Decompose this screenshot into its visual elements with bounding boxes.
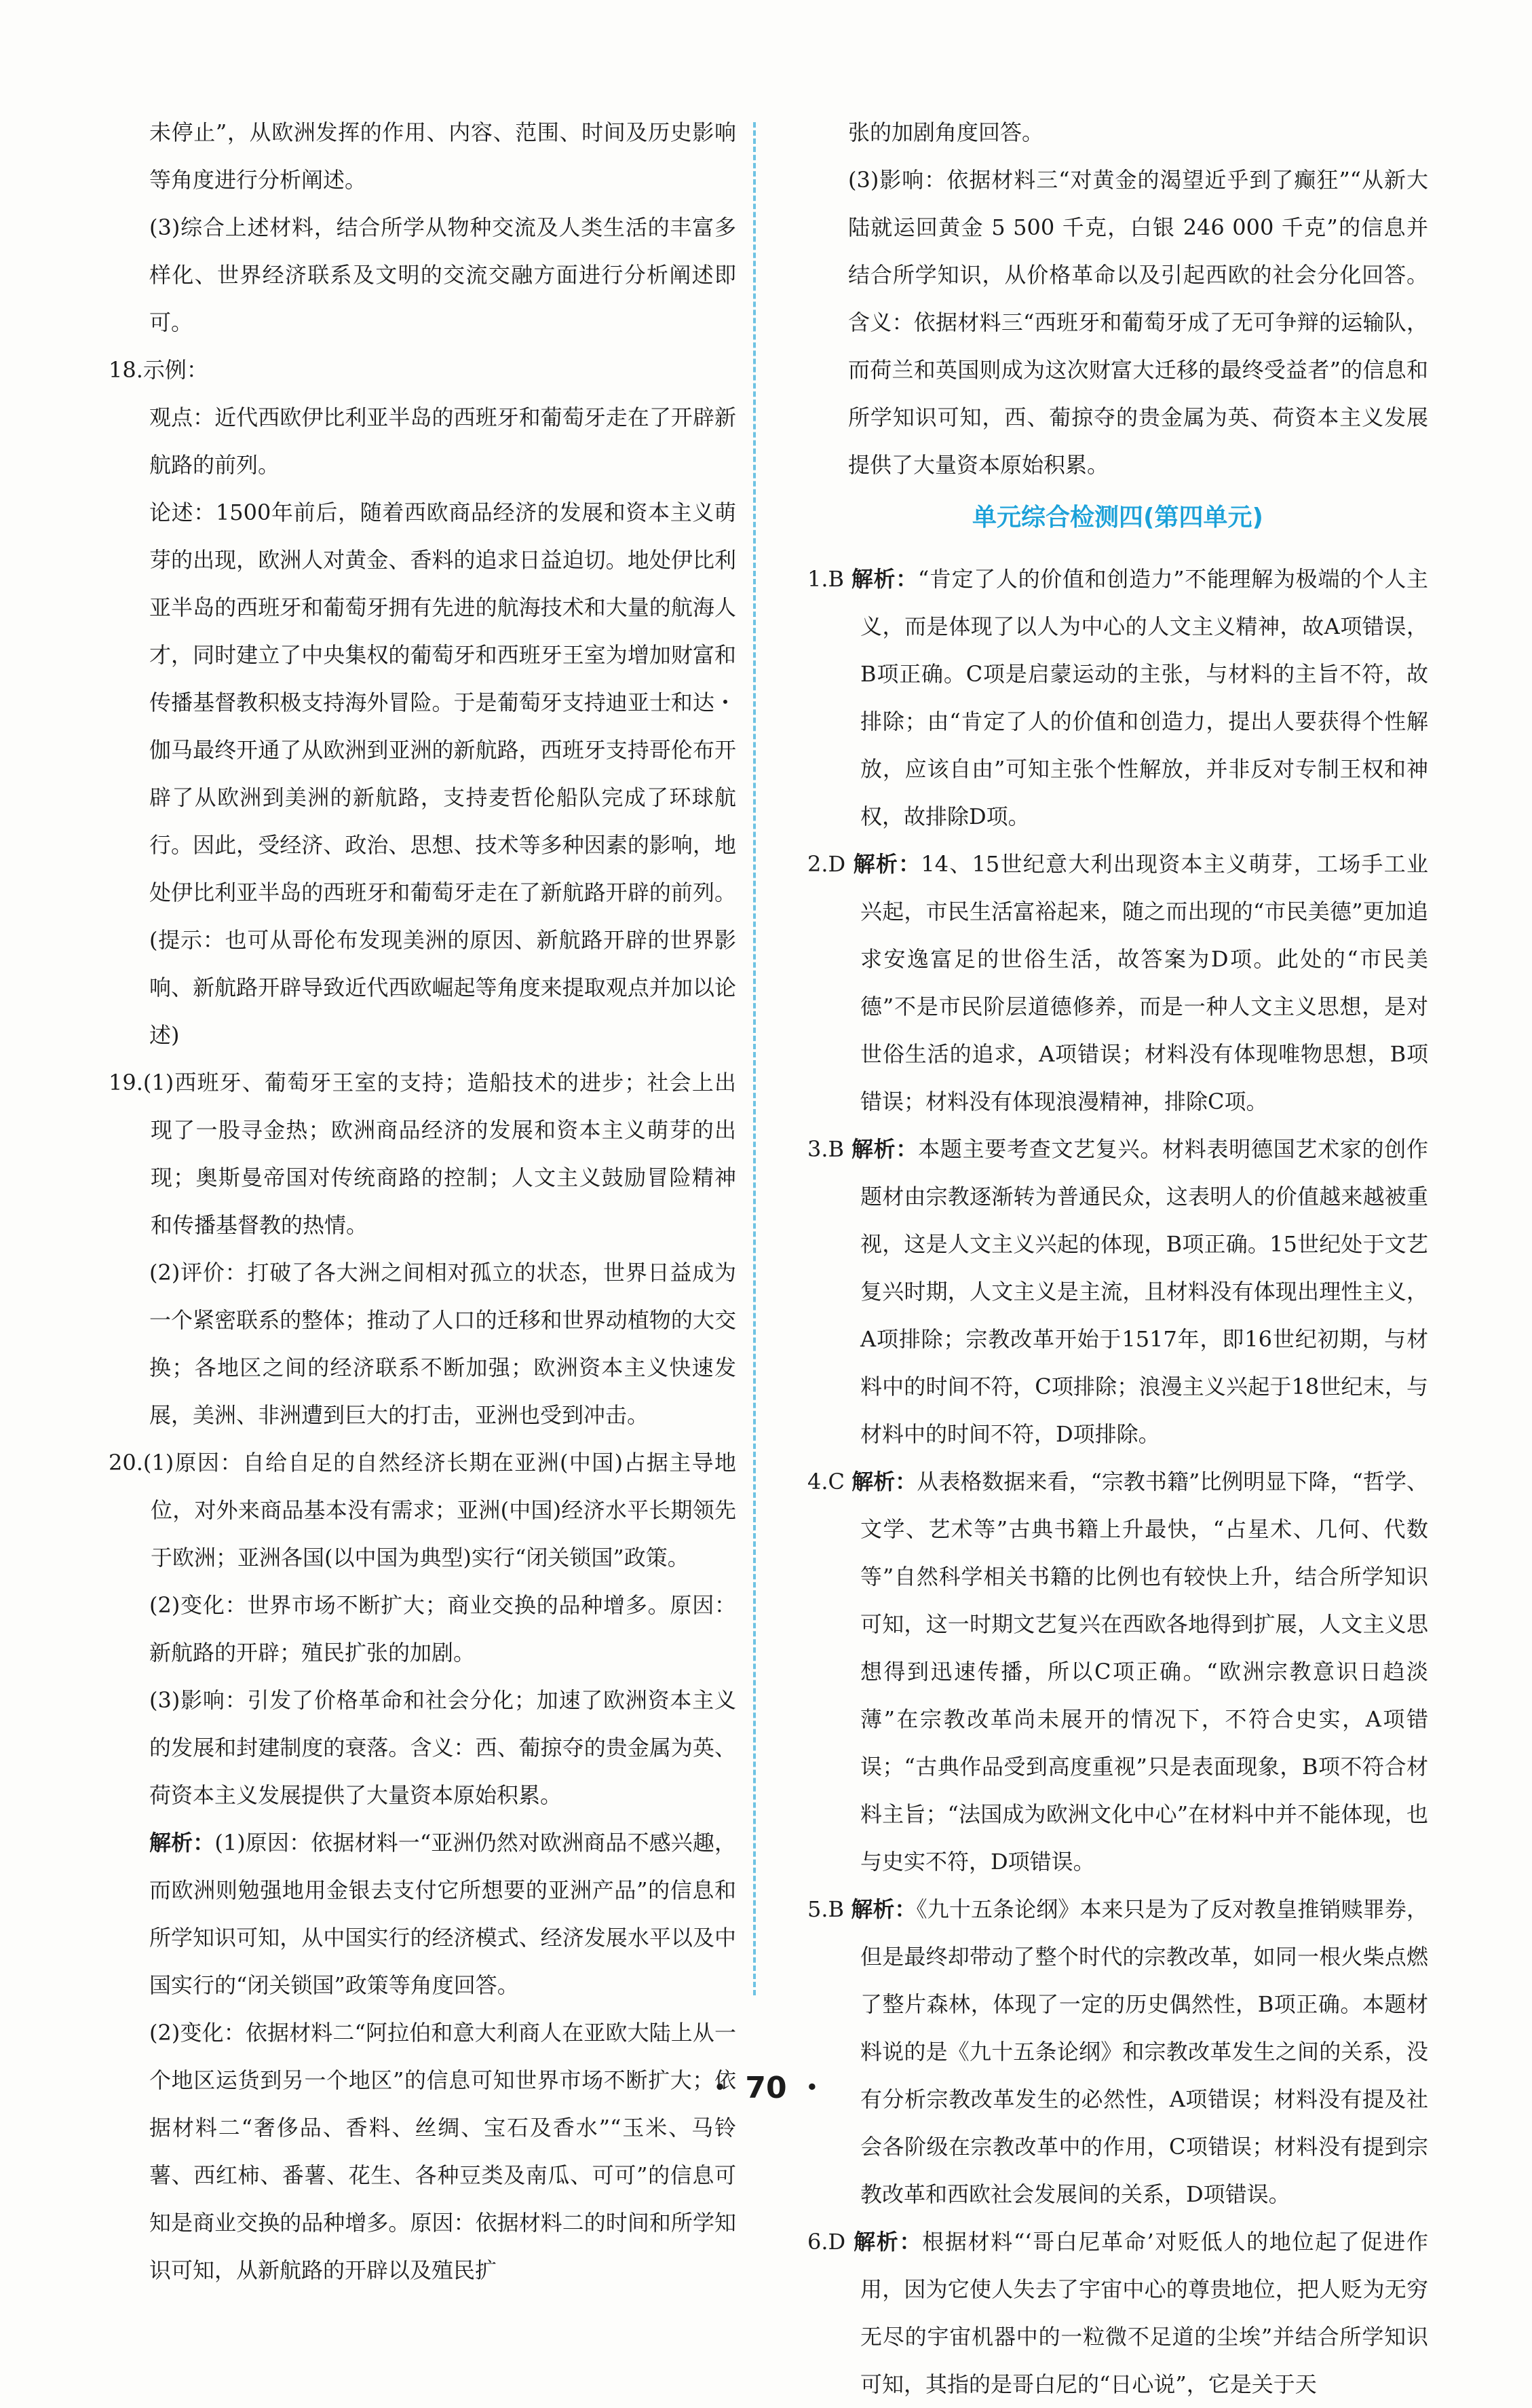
answer-item	[807, 1125, 1428, 1458]
answer-number: 4.C	[807, 1469, 852, 1494]
section-title: 单元综合检测四(第四单元)	[972, 504, 1263, 531]
analysis-label: 解析：	[853, 851, 921, 877]
answer-item	[807, 1458, 1428, 1885]
answer-item	[807, 1885, 1428, 2218]
paragraph-text: 论述：1500年前后，随着西欧商品经济的发展和资本主义萌芽的出现，欧洲人对黄金、香料的追求日益迫切。地处伊比利亚半岛的西班牙和葡萄牙拥有先进的航海技术和大量的航海人才，同时建立了中央集权的葡萄牙和西班牙王室为增加财富和传播基督教积极支持海外冒险。于是葡萄牙支持迪亚士和达・伽马最终开通了从欧洲到亚洲的新航路，西班牙支持哥伦布开辟了从欧洲到美洲的新航路，支持麦哲伦船队完成了环球航行。因此，受经济、政治、思想、技术等多种因素的影响，地处伊比利亚半岛的西班牙和葡萄牙走在了新航路开辟的前列。(提示：也可从哥伦布发现美洲的原因、新航路开辟的世界影响、新航路开辟导致近代西欧崛起等角度来提取观点并加以论述)	[149, 500, 736, 1048]
answer-list	[807, 555, 1428, 2408]
answer-text: 本题主要考查文艺复兴。材料表明德国艺术家的创作题材由宗教逐渐转为普通民众，这表明人的价值越来越被重视，这是人文主义兴起的体现，B项正确。15世纪处于文艺复兴时期，人文主义是主流，且材料没有体现出理性主义，A项排除；宗教改革开始于1517年，即16世纪初期，与材料中的时间不符，C项排除；浪漫主义兴起于18世纪末，与材料中的时间不符，D项排除。	[860, 1136, 1428, 1447]
paragraph	[109, 1819, 736, 2009]
paragraph	[109, 1249, 736, 1439]
analysis-label: 解析：	[851, 1469, 917, 1494]
paragraph-text: (3)影响：引发了价格革命和社会分化；加速了欧洲资本主义的发展和封建制度的衰落。含义：西、葡掠夺的贵金属为英、荷资本主义发展提供了大量资本原始积累。	[149, 1687, 736, 1808]
paragraph-text: 18.示例：	[109, 357, 208, 383]
answer-number: 1.B	[807, 566, 851, 592]
answer-text: 从表格数据来看，“宗教书籍”比例明显下降，“哲学、文学、艺术等”古典书籍上升最快，“占星术、几何、代数等”自然科学相关书籍的比例也有较快上升，结合所学知识可知，这一时期文艺复兴在西欧各地得到扩展，人文主义思想得到迅速传播，所以C项正确。“欧洲宗教意识日趋淡薄”在宗教改革尚未展开的情况下，不符合史实，A项错误；“古典作品受到高度重视”只是表面现象，B项不符合材料主旨；“法国成为欧洲文化中心”在材料中并不能体现，也与史实不符，D项错误。	[860, 1469, 1428, 1875]
answer-text: 根据材料“‘哥白尼革命’对贬低人的地位起了促进作用，因为它使人失去了宇宙中心的尊贵地位，把人贬为无穷无尽的宇宙机器中的一粒微不足道的尘埃”并结合所学知识可知，其指的是哥白尼的“日心说”，它是关于天	[860, 2229, 1428, 2397]
answer-number: 2.D	[807, 851, 854, 877]
paragraph-text: 张的加剧角度回答。	[848, 119, 1044, 145]
analysis-label: 解析：	[854, 2229, 923, 2255]
paragraph	[807, 156, 1428, 489]
paragraph-text: 未停止”，从欧洲发挥的作用、内容、范围、时间及历史影响等角度进行分析阐述。	[149, 119, 736, 193]
column-divider	[753, 122, 756, 1995]
answer-number: 6.D	[807, 2229, 854, 2255]
answer-text: “肯定了人的价值和创造力”不能理解为极端的个人主义，而是体现了以人为中心的人文主义精神，故A项错误，B项正确。C项是启蒙运动的主张，与材料的主旨不符，故排除；由“肯定了人的价值和创造力，提出人要获得个性解放，应该自由”可知主张个性解放，并非反对专制王权和神权，故排除D项。	[860, 566, 1428, 829]
paragraph-text: 19.(1)西班牙、葡萄牙王室的支持；造船技术的进步；社会上出现了一股寻金热；欧洲商品经济的发展和资本主义萌芽的出现；奥斯曼帝国对传统商路的控制；人文主义鼓励冒险精神和传播基督教的热情。	[109, 1070, 736, 1238]
paragraph	[109, 1581, 736, 1676]
answer-text: 《九十五条论纲》本来只是为了反对教皇推销赎罪券，但是最终却带动了整个时代的宗教改革，如同一根火柴点燃了整片森林，体现了一定的历史偶然性，B项正确。本题材料说的是《九十五条论纲》和宗教改革发生之间的关系，没有分析宗教改革发生的必然性，A项错误；材料没有提及社会各阶级在宗教改革中的作用，C项错误；材料没有提到宗教改革和西欧社会发展间的关系，D项错误。	[860, 1896, 1428, 2207]
paragraph-text: (2)评价：打破了各大洲之间相对孤立的状态，世界日益成为一个紧密联系的整体；推动了人口的迁移和世界动植物的大交换；各地区之间的经济联系不断加强；欧洲资本主义快速发展，美洲、非洲遭到巨大的打击，亚洲也受到冲击。	[149, 1260, 736, 1428]
paragraph	[109, 204, 736, 346]
answer-item	[807, 2218, 1428, 2408]
paragraph	[807, 109, 1428, 156]
paragraph-text: 20.(1)原因：自给自足的自然经济长期在亚洲(中国)占据主导地位，对外来商品基本没有需求；亚洲(中国)经济水平长期领先于欧洲；亚洲各国(以中国为典型)实行“闭关锁国”政策。	[109, 1450, 736, 1570]
paragraph-text: (1)原因：依据材料一“亚洲仍然对欧洲商品不感兴趣，而欧洲则勉强地用金银去支付它所想要的亚洲产品”的信息和所学知识可知，从中国实行的经济模式、经济发展水平以及中国实行的“闭关锁国”政策等角度回答。	[149, 1830, 736, 1998]
paragraph-text: (2)变化：依据材料二“阿拉伯和意大利商人在亚欧大陆上从一个地区运货到另一个地区”的信息可知世界市场不断扩大；依据材料二“奢侈品、香料、丝绸、宝石及香水”“玉米、马铃薯、西红柿、番薯、花生、各种豆类及南瓜、可可”的信息可知是商业交换的品种增多。原因：依据材料二的时间和所学知识可知，从新航路的开辟以及殖民扩	[149, 2020, 736, 2283]
paragraph-text: (2)变化：世界市场不断扩大；商业交换的品种增多。原因：新航路的开辟；殖民扩张的加剧。	[149, 1592, 736, 1666]
paragraph	[109, 109, 736, 204]
analysis-label: 解析：	[851, 1896, 917, 1922]
paragraph-text: (3)综合上述材料，结合所学从物种交流及人类生活的丰富多样化、世界经济联系及文明的交流交融方面进行分析阐述即可。	[149, 214, 736, 335]
answer-text: 14、15世纪意大利出现资本主义萌芽，工场手工业兴起，市民生活富裕起来，随之而出现的“市民美德”更加追求安逸富足的世俗生活，故答案为D项。此处的“市民美德”不是市民阶层道德修养，而是一种人文主义思想，是对世俗生活的追求，A项错误；材料没有体现唯物思想，B项错误；材料没有体现浪漫精神，排除C项。	[860, 851, 1428, 1114]
paragraph	[109, 1676, 736, 1819]
paragraph	[109, 489, 736, 1059]
page-number: ・ 70 ・	[705, 2071, 827, 2105]
paragraph	[109, 1439, 736, 1581]
answer-item	[807, 840, 1428, 1125]
answer-number: 3.B	[807, 1136, 851, 1162]
answer-item	[807, 555, 1428, 840]
left-column	[109, 109, 736, 2294]
paragraph	[109, 1059, 736, 1249]
analysis-label: 解析：	[149, 1830, 215, 1856]
paragraph	[109, 2009, 736, 2294]
answer-number: 5.B	[807, 1896, 851, 1922]
paragraph-text: 观点：近代西欧伊比利亚半岛的西班牙和葡萄牙走在了开辟新航路的前列。	[149, 405, 736, 478]
right-column-continuation	[807, 109, 1428, 489]
paragraph	[109, 394, 736, 489]
paragraph-text: (3)影响：依据材料三“对黄金的渴望近乎到了癫狂”“从新大陆就运回黄金 5 500 千克，白银 246 000 千克”的信息并结合所学知识，从价格革命以及引起西欧的社会分化回答。含义：依据材料三“西班牙和葡萄牙成了无可争辩的运输队，而荷兰和英国则成为这次财富大迁移的最终受益者”的信息和所学知识可知，西、葡掠夺的贵金属为英、荷资本主义发展提供了大量资本原始积累。	[848, 167, 1428, 478]
analysis-label: 解析：	[851, 1136, 919, 1162]
analysis-label: 解析：	[851, 566, 918, 592]
paragraph	[109, 346, 736, 394]
